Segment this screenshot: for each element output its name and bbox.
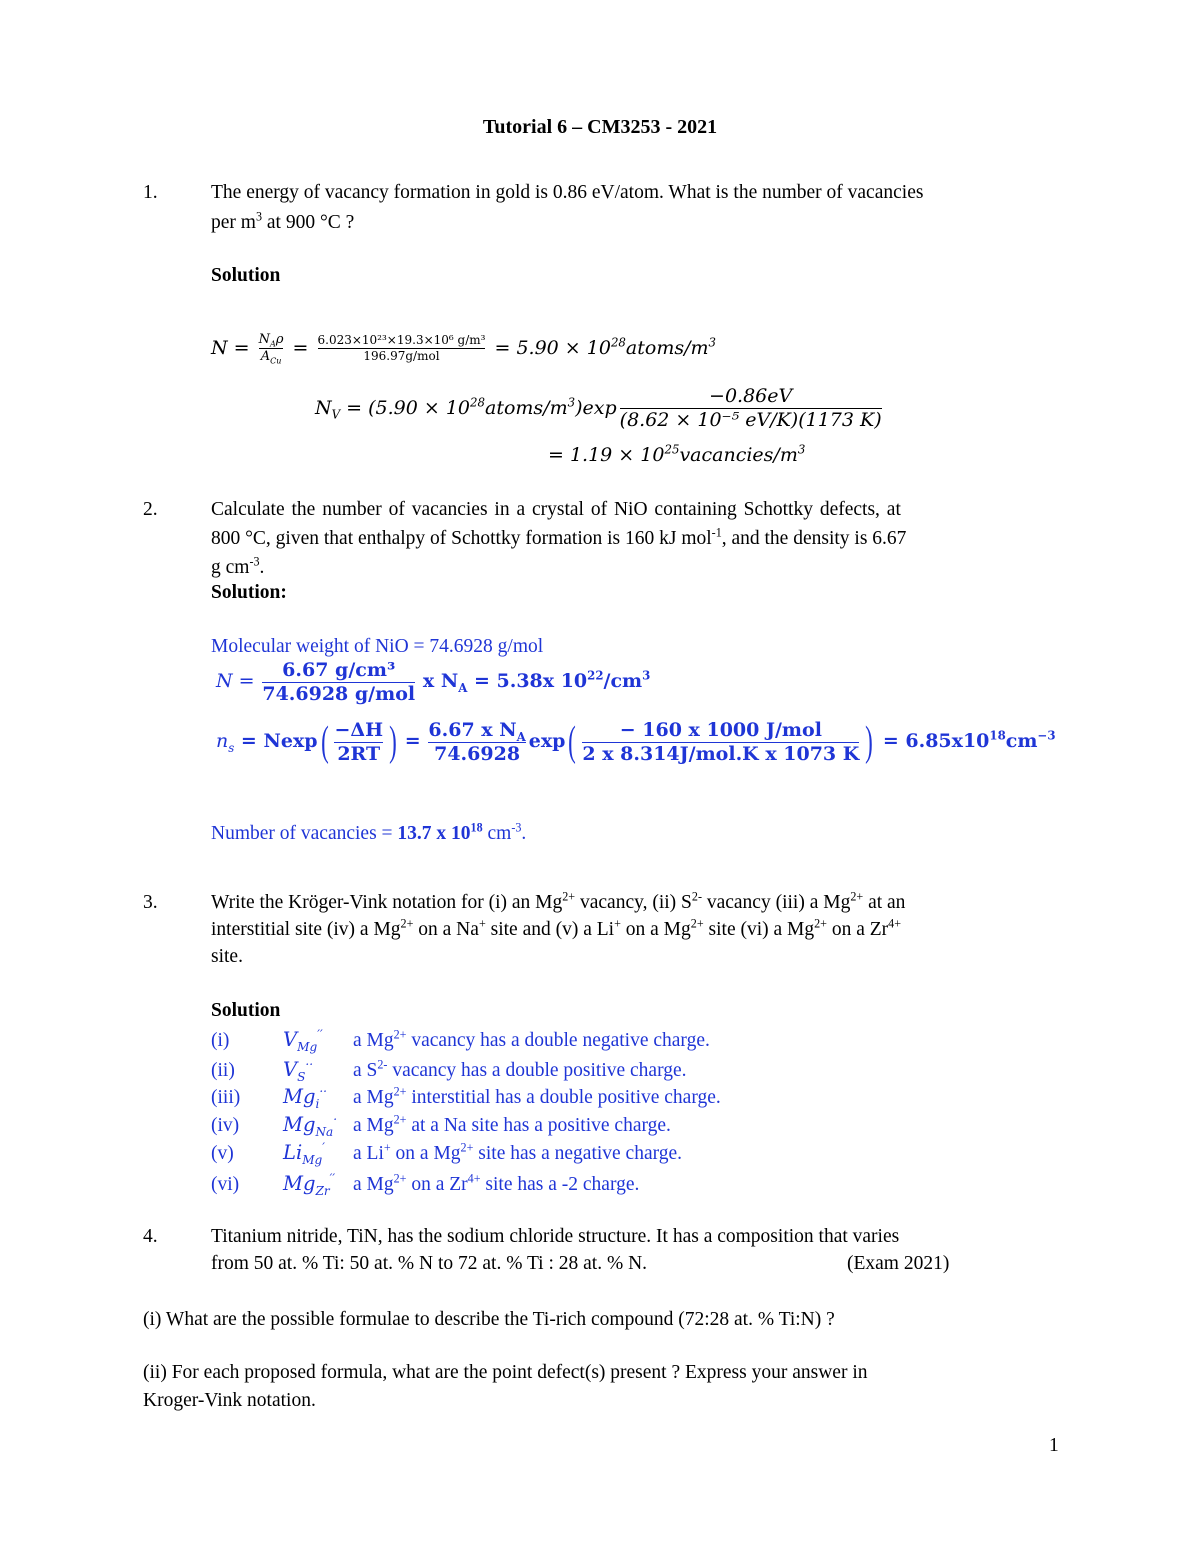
question-2-number: 2. [143,499,158,520]
equation-n-nio: N = $\frac{\text{6.67 g/cm³}}{\text{74.6928 g/mol}}$ x $N_A = 5.38x$ $10^{22}/cm^3$ [216,659,651,705]
question-3-text-line2: interstitial site (iv) a $Mg^{2+}$ on a Na+ site and (v) a Li+ on a $Mg^{2+}$ site (vi) a $Mg^{2+}$ on a $Zr^{4+}$ [211,916,902,940]
question-4-text-line2: from 50 at. % Ti: 50 at. % N to 72 at. % Ti : 28 at. % N. [211,1253,648,1274]
question-4-part-i: (i) What are the possible formulae to describe the Ti-rich compound (72:28 at. % Ti:N) ? [143,1309,835,1330]
question-3-text-line3: site. [211,946,243,967]
solution-label-2: Solution: [211,582,287,603]
solution-label-1: Solution [211,265,281,286]
equation-vacancies-nv: $N_V = (5.90$ × $10^{28}atoms/m^3)\exp$ $\frac{-0.86eV}{\text{(8.62 × 10⁻⁵ eV/K)(1173 K)}}$ [315,385,882,431]
equation-density-n: N = $\frac{N_A\rho}{A_{Cu}}$ = $\frac{\text{6.023×10²³×19.3×10⁶ g/m³}}{\text{196.97g/mol}}$ = $5.90 \times 10^{28}atoms/m^3$ [211,332,717,366]
kroger-vink-row-iii: (iii) $Mg_i^{\cdot\cdot}$ a $Mg^{2+}$ interstitial has a double positive charge. [211,1084,721,1111]
kroger-vink-row-v: (v) $Li_{Mg}'$ a Li+ on a $Mg^{2+}$ site has a negative charge. [211,1140,683,1167]
kroger-vink-row-vi: (vi) $Mg_{Zr}''$ a $Mg^{2+}$ on a $Zr^{4+}$ site has a -2 charge. [211,1171,640,1198]
question-2-text: Calculate the number of vacancies in a crystal of NiO containing Schottky defects, at [211,499,901,520]
solution-label-3: Solution [211,1000,281,1021]
question-2-text-line2: 800 °C, given that enthalpy of Schottky formation is 160 kJ mol$^{-1}$, and the density is 6.67 [211,525,907,549]
question-1-text: The energy of vacancy formation in gold is 0.86 eV/atom. What is the number of vacancies [211,182,924,203]
molecular-weight-line: Molecular weight of NiO = 74.6928 g/mol [211,636,544,657]
equation-vacancies-result: = $1.19 \times 10^{25}vacancies/m^3$ [548,442,806,466]
page-number: 1 [1049,1435,1059,1456]
question-1-number: 1. [143,182,158,203]
page-title: Tutorial 6 – CM3253 - 2021 [482,116,718,138]
question-4-text: Titanium nitride, TiN, has the sodium chloride structure. It has a composition that varies [211,1226,900,1247]
kroger-vink-row-ii: (ii) $V_S^{\cdot\cdot}$ a $S^{2-}$ vacancy has a double positive charge. [211,1057,687,1084]
question-4-part-ii-line2: Kroger-Vink notation. [143,1390,316,1411]
number-of-vacancies-result: Number of vacancies = 13.7 x $10^{18}$ $cm^{-3}$. [211,820,527,844]
exam-reference: (Exam 2021) [847,1253,950,1274]
question-2-text-line3: g $cm^{-3}$. [211,554,265,578]
equation-ns-schottky: $n_s = Nexp$( $\frac{-\Delta H}{2RT}$ ) = $\frac{6.67 x N_A}{74.6928}$ exp( $\frac{\text{− 160 x 1000 J/mol}}{\text{2 x 8.314J/mol.K x 1073 K}}$ ) = $6.85x10^{18}cm^{-3}$ [216,719,1056,766]
kroger-vink-row-iv: (iv) $Mg_{Na}^\cdot$ a $Mg^{2+}$ at a Na site has a positive charge. [211,1112,671,1139]
question-4-part-ii: (ii) For each proposed formula, what are the point defect(s) present ? Express your answer in [143,1362,868,1383]
kroger-vink-row-i: (i) $V_{Mg}''$ a $Mg^{2+}$ vacancy has a double negative charge. [211,1027,710,1054]
question-1-text-line2: per $m^3$ at 900 °C ? [211,209,355,233]
question-4-number: 4. [143,1226,158,1247]
question-3-number: 3. [143,892,158,913]
question-3-text: Write the Kröger-Vink notation for (i) an $Mg^{2+}$ vacancy, (ii) $S^{2-}$ vacancy (iii) a $Mg^{2+}$ at an [211,889,906,913]
